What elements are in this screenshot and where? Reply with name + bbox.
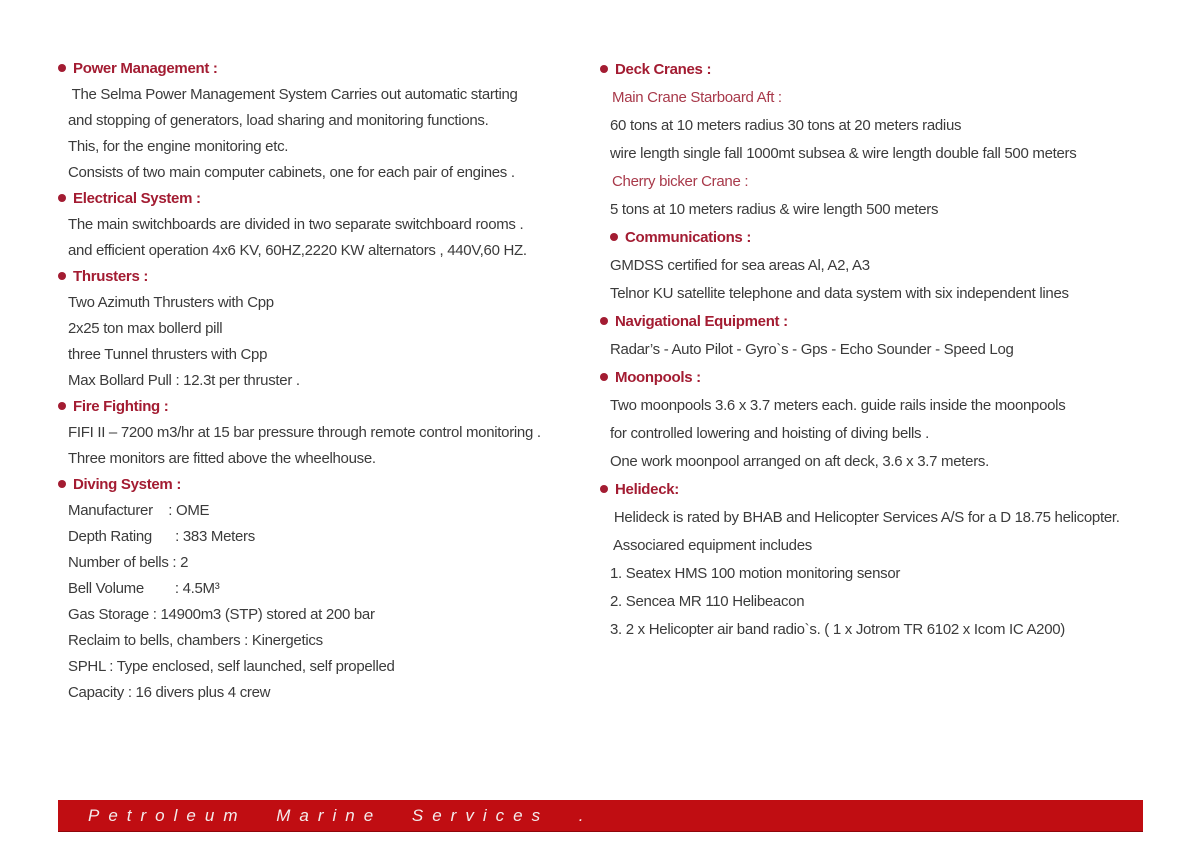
text-for-controlled-lowering-and-hoisting-o [610, 419, 1185, 447]
line-text: The main switchboards are divided in two separate switchboard rooms . [68, 215, 524, 233]
line-text: Three monitors are fitted above the wheelhouse. [68, 449, 376, 467]
line-text: Fire Fighting : [73, 397, 169, 415]
bullet-icon [600, 373, 608, 381]
text-2x25-ton-max-bollerd-pill [68, 315, 588, 341]
text-manufacturer-ome [68, 497, 588, 523]
line-text: 5 tons at 10 meters radius & wire length 500 meters [610, 200, 939, 218]
text-max-bollard-pull-12-3t-per-thruster [68, 367, 588, 393]
section-power-management [58, 55, 588, 81]
line-text: Main Crane Starboard Aft : [612, 88, 782, 106]
text-telnor-ku-satellite-telephone-and-data [610, 279, 1185, 307]
line-text: Cherry bicker Crane : [612, 172, 749, 190]
line-text: wire length single fall 1000mt subsea & wire length double fall 500 meters [610, 144, 1077, 162]
line-text: for controlled lowering and hoisting of diving bells . [610, 424, 929, 442]
line-text: Communications : [625, 228, 752, 246]
subsection-cherry-bicker-crane [612, 167, 1185, 195]
line-text: Electrical System : [73, 189, 201, 207]
text-three-tunnel-thrusters-with-cpp [68, 341, 588, 367]
line-text: Navigational Equipment : [615, 312, 788, 330]
right-column [600, 55, 1185, 643]
text-5-tons-at-10-meters-radius-wire-length [610, 195, 1185, 223]
text-wire-length-single-fall-1000mt-subsea- [610, 139, 1185, 167]
section-helideck [600, 475, 1185, 503]
line-text: Number of bells : 2 [68, 553, 189, 571]
line-text: Gas Storage : 14900m3 (STP) stored at 200 bar [68, 605, 375, 623]
line-text: Radar’s - Auto Pilot - Gyro`s - Gps - Echo Sounder - Speed Log [610, 340, 1014, 358]
company-name: Petroleum Marine Services . [88, 805, 593, 825]
text-reclaim-to-bells-chambers-kinergetics [68, 627, 588, 653]
text-this-for-the-engine-monitoring-etc [68, 133, 588, 159]
text-bell-volume-4-5m [68, 575, 588, 601]
line-text: 2. Sencea MR 110 Helibeacon [610, 592, 805, 610]
text-and-efficient-operation-4x6-kv-60hz-22 [68, 237, 588, 263]
section-deck-cranes [600, 55, 1185, 83]
line-text: Bell Volume : 4.5M³ [68, 579, 220, 597]
text-capacity-16-divers-plus-4-crew [68, 679, 588, 705]
section-navigational-equipment [600, 307, 1185, 335]
line-text: and stopping of generators, load sharing and monitoring functions. [68, 111, 489, 129]
line-text: Reclaim to bells, chambers : Kinergetics [68, 631, 323, 649]
bullet-icon [600, 485, 608, 493]
text-the-main-switchboards-are-divided-in-t [68, 211, 588, 237]
text-number-of-bells-2 [68, 549, 588, 575]
section-thrusters [58, 263, 588, 289]
line-text: Depth Rating : 383 Meters [68, 527, 255, 545]
text-depth-rating-383-meters [68, 523, 588, 549]
section-communications [610, 223, 1185, 251]
text-one-work-moonpool-arranged-on-aft-deck [610, 447, 1185, 475]
section-moonpools [600, 363, 1185, 391]
text-and-stopping-of-generators-load-sharin [68, 107, 588, 133]
text-two-azimuth-thrusters-with-cpp [68, 289, 588, 315]
text-two-moonpools-3-6-x-3-7-meters-each-gu [610, 391, 1185, 419]
line-text: 60 tons at 10 meters radius 30 tons at 20 meters radius [610, 116, 962, 134]
text-2-sencea-mr-110-helibeacon [610, 587, 1185, 615]
line-text: Two moonpools 3.6 x 3.7 meters each. guide rails inside the moonpools [610, 396, 1066, 414]
bullet-icon [600, 65, 608, 73]
line-text: Diving System : [73, 475, 182, 493]
text-gmdss-certified-for-sea-areas-al-a2-a3 [610, 251, 1185, 279]
text-fifi-ii-7200-m3-hr-at-15-bar-pressure- [68, 419, 588, 445]
line-text: GMDSS certified for sea areas Al, A2, A3 [610, 256, 870, 274]
text-helideck-is-rated-by-bhab-and-helicopt [610, 503, 1185, 531]
bullet-icon [610, 233, 618, 241]
line-text: FIFI II – 7200 m3/hr at 15 bar pressure through remote control monitoring . [68, 423, 541, 441]
line-text: Telnor KU satellite telephone and data system with six independent lines [610, 284, 1069, 302]
line-text: Thrusters : [73, 267, 149, 285]
bullet-icon [58, 402, 66, 410]
bullet-icon [58, 194, 66, 202]
footer-banner [58, 800, 1143, 832]
text-60-tons-at-10-meters-radius-30-tons-at [610, 111, 1185, 139]
subsection-main-crane-starboard-aft [612, 83, 1185, 111]
line-text: Moonpools : [615, 368, 701, 386]
line-text: The Selma Power Management System Carries out automatic starting [68, 85, 518, 103]
line-text: Deck Cranes : [615, 60, 712, 78]
text-gas-storage-14900m3-stp-stored-at-200- [68, 601, 588, 627]
bullet-icon [58, 272, 66, 280]
text-three-monitors-are-fitted-above-the-wh [68, 445, 588, 471]
line-text: Helideck is rated by BHAB and Helicopter Services A/S for a D 18.75 helicopter. [610, 508, 1120, 526]
line-text: Associared equipment includes [610, 536, 812, 554]
line-text: 2x25 ton max bollerd pill [68, 319, 223, 337]
text-radar-s-auto-pilot-gyro-s-gps-echo-sou [610, 335, 1185, 363]
bullet-icon [58, 480, 66, 488]
section-diving-system [58, 471, 588, 497]
line-text: three Tunnel thrusters with Cpp [68, 345, 268, 363]
line-text: Manufacturer : OME [68, 501, 210, 519]
line-text: and efficient operation 4x6 KV, 60HZ,2220 KW alternators , 440V,60 HZ. [68, 241, 527, 259]
line-text: Max Bollard Pull : 12.3t per thruster . [68, 371, 300, 389]
text-associared-equipment-includes [610, 531, 1185, 559]
text-the-selma-power-management-system-carr [68, 81, 588, 107]
line-text: SPHL : Type enclosed, self launched, self propelled [68, 657, 395, 675]
line-text: Helideck: [615, 480, 679, 498]
line-text: Power Management : [73, 59, 218, 77]
text-sphl-type-enclosed-self-launched-self- [68, 653, 588, 679]
line-text: Capacity : 16 divers plus 4 crew [68, 683, 271, 701]
section-electrical-system [58, 185, 588, 211]
text-3-2-x-helicopter-air-band-radio-s-1-x- [610, 615, 1185, 643]
line-text: 3. 2 x Helicopter air band radio`s. ( 1 x Jotrom TR 6102 x Icom IC A200) [610, 620, 1065, 638]
text-1-seatex-hms-100-motion-monitoring-sen [610, 559, 1185, 587]
line-text: Consists of two main computer cabinets, one for each pair of engines . [68, 163, 515, 181]
line-text: This, for the engine monitoring etc. [68, 137, 289, 155]
section-fire-fighting [58, 393, 588, 419]
line-text: 1. Seatex HMS 100 motion monitoring sensor [610, 564, 901, 582]
line-text: Two Azimuth Thrusters with Cpp [68, 293, 274, 311]
bullet-icon [600, 317, 608, 325]
line-text: One work moonpool arranged on aft deck, 3.6 x 3.7 meters. [610, 452, 989, 470]
bullet-icon [58, 64, 66, 72]
text-consists-of-two-main-computer-cabinets [68, 159, 588, 185]
left-column [58, 55, 588, 705]
